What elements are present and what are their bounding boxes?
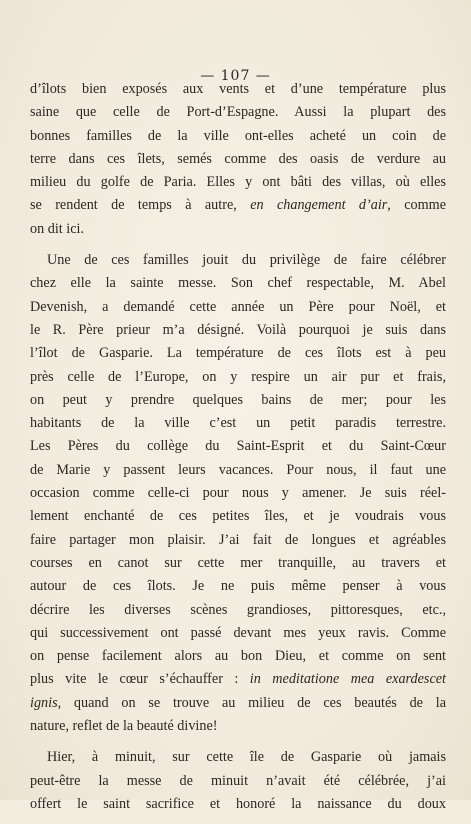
text-line [30,459,446,482]
text-line [30,529,446,552]
text-segment: Devenish, a demandé cette année un Père pour Noël, et [30,298,446,315]
italic-text: ignis [30,694,58,711]
text-line [30,319,446,342]
text-line [30,793,446,816]
text-line [30,125,446,148]
italic-text: en changement d’air [250,197,388,214]
text-segment: faire partager mon plaisir. J’ai fait de longues et agréables [30,531,446,548]
page-number: — 107 — [200,68,271,84]
text-segment: Une de ces familles jouit du privilège de faire célébrer [47,252,446,269]
text-segment: on peut y prendre quelques bains de mer; pour les [30,391,446,408]
text-segment: chez elle la sainte messe. Son chef respectable, M. Abel [30,275,446,292]
text-line [30,770,446,793]
text-segment: de Marie y passent leurs vacances. Pour nous, il faut une [30,461,446,478]
text-line [30,552,446,575]
text-segment: saine que celle de Port-d’Espagne. Aussi la plupart des [30,104,446,121]
text-line [30,746,446,769]
text-line [30,715,446,738]
text-line [30,101,446,124]
text-segment: on pense facilement alors au bon Dieu, et comme on sent [30,648,446,665]
text-line [30,692,446,715]
text-line [30,435,446,458]
text-segment: se rendent de temps à autre, [30,197,251,214]
text-line [30,575,446,598]
text-segment: milieu du golfe de Paria. Elles y ont bâti des villas, où elles [30,174,446,191]
text-segment: peut-être la messe de minuit n’avait été célébrée, j’ai [30,772,446,789]
text-line [30,249,446,272]
text-line [30,194,446,217]
text-segment: bonnes familles de la ville ont-elles acheté un coin de [30,127,446,144]
text-line [30,78,446,101]
text-segment: , quand on se trouve au milieu de ces beautés de la [57,694,446,711]
text-line [30,218,446,241]
text-line [30,645,446,668]
text-line [30,272,446,295]
text-segment: , comme [387,197,446,214]
text-segment: d’îlots bien exposés aux vents et d’une température plus [30,81,446,97]
text-segment: l’îlot de Gasparie. La température de ces îlots est à peu [30,345,446,362]
text-segment: Hier, à minuit, sur cette île de Gasparie où jamais [47,749,446,766]
text-line [30,342,446,365]
text-line [30,668,446,691]
text-line [30,389,446,412]
text-segment: occasion comme celle-ci pour nous y amener. Je suis réel- [30,485,446,502]
paragraph [30,746,446,816]
text-segment: habitants de la ville c’est un petit paradis terrestre. [30,415,446,432]
text-segment: offert le saint sacrifice et honoré la naissance du doux [30,795,446,812]
text-segment: nature, reflet de la beauté divine! [30,718,218,735]
text-line [30,505,446,528]
text-segment: plus vite le cœur s’échauffer : [30,671,250,688]
text-segment: Les Pères du collège du Saint-Esprit et du Saint-Cœur [30,438,446,455]
text-line [30,171,446,194]
text-segment: lement enchanté de ces petites îles, et je voudrais vous [30,508,446,525]
text-line [30,148,446,171]
text-line [30,599,446,622]
italic-text: in meditatione mea exardescet [249,671,446,688]
text-segment: décrire les diverses scènes grandioses, pittoresques, etc., [30,601,446,618]
text-segment: courses en canot sur cette mer tranquille, au travers et [30,554,446,571]
text-segment: qui successivement ont passé devant mes yeux ravis. Comme [30,624,446,641]
text-line [30,412,446,435]
text-segment: près celle de l’Europe, on y respire un air pur et frais, [30,368,446,385]
text-line [30,366,446,389]
text-segment: terre dans ces îlets, semés comme des oasis de verdure au [30,150,446,167]
text-line [30,622,446,645]
text-segment: autour de ces îlots. Je ne puis même penser à vous [30,578,446,595]
paragraph [30,78,446,241]
body-text [30,78,446,824]
paragraph [30,249,446,738]
text-segment: on dit ici. [30,220,84,237]
text-line [30,296,446,319]
text-line [30,482,446,505]
text-segment: le R. Père prieur m’a désigné. Voilà pourquoi je suis dans [30,321,446,338]
